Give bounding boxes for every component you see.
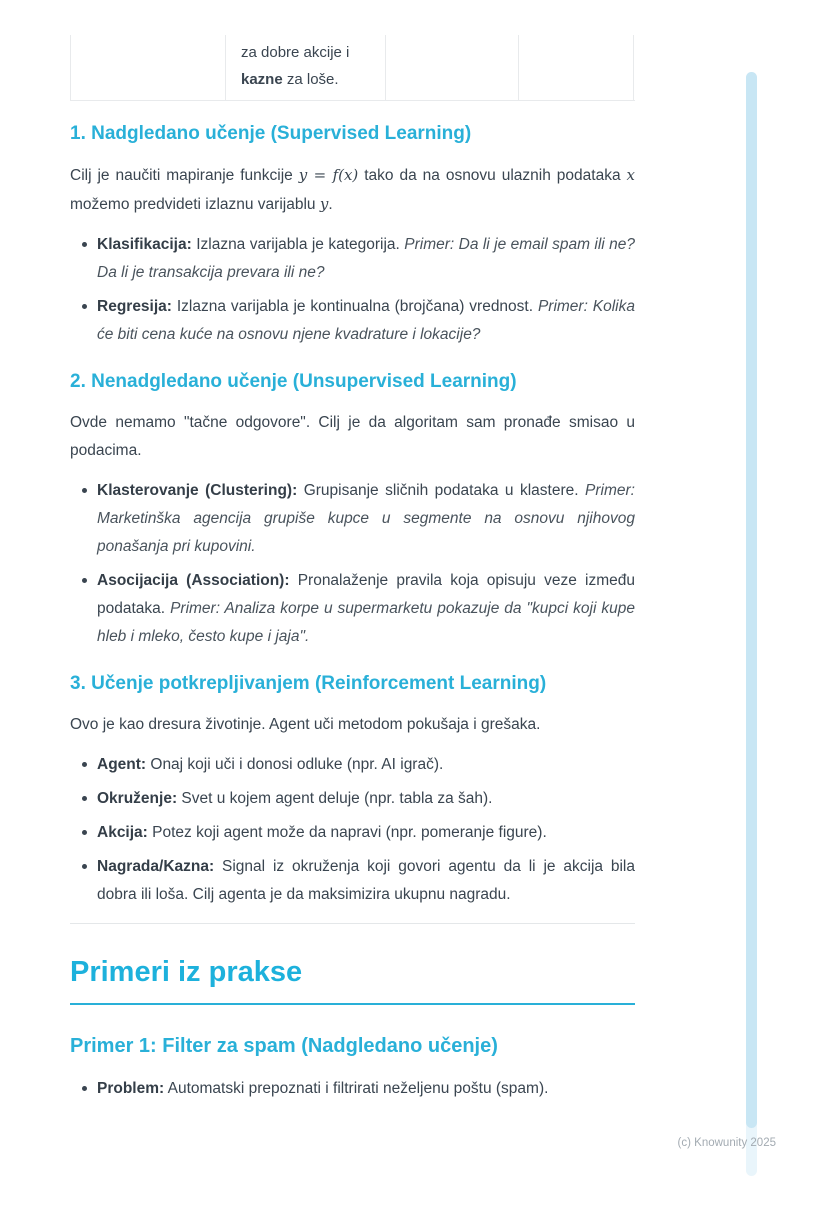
bullet-icon xyxy=(82,578,87,583)
list-item-text xyxy=(97,853,635,909)
term-label: Okruženje: xyxy=(97,790,178,807)
list-item-text xyxy=(97,1075,635,1103)
bullet-icon xyxy=(82,864,87,869)
text-run: Grupisanje sličnih podataka u klastere. xyxy=(297,482,586,499)
bullet-list xyxy=(70,231,635,349)
paragraph xyxy=(70,161,635,219)
bullet-list xyxy=(70,477,635,651)
text-run: Izlazna varijabla je kontinualna (brojčana) vrednost. xyxy=(171,298,538,315)
bullet-icon xyxy=(82,762,87,767)
page-title: Primeri iz prakse xyxy=(70,956,303,988)
text-run: Onaj koji uči i donosi odluke (npr. AI igrač). xyxy=(146,756,444,773)
term-label: Klasterovanje (Clustering): xyxy=(97,482,298,499)
list-item-text xyxy=(97,231,635,287)
example-heading: Primer 1: Filter za spam (Nadgledano učenje) xyxy=(70,1035,498,1057)
list-item-text xyxy=(97,293,635,349)
copyright-note: (c) Knowunity 2025 xyxy=(677,1137,776,1149)
list-item xyxy=(70,477,635,561)
math-expression: y = f(x) xyxy=(298,166,359,184)
text-run: . xyxy=(328,196,333,213)
table-cell-text: za dobre akcije i xyxy=(241,44,350,61)
text-run: Izlazna varijabla je kategorija. xyxy=(191,236,405,253)
list-item xyxy=(70,293,635,349)
bullet-icon xyxy=(82,242,87,247)
paragraph: Ovo je kao dresura životinje. Agent uči metodom pokušaja i grešaka. xyxy=(70,716,541,733)
term-label: Nagrada/Kazna: xyxy=(97,858,215,875)
example-text: Primer: Marketinška agencija grupiše kupce u segmente na osnovu njihovog ponašanja pri kupovini. xyxy=(97,482,635,555)
term-label: Akcija: xyxy=(97,824,148,841)
list-item-text xyxy=(97,819,635,847)
section-heading-unsupervised: 2. Nenadgledano učenje (Unsupervised Learning) xyxy=(70,371,517,392)
table-cell xyxy=(519,35,634,100)
list-item xyxy=(70,785,635,813)
bullet-icon xyxy=(82,304,87,309)
term-label: Asocijacija (Association): xyxy=(97,572,290,589)
document-page xyxy=(0,35,828,1103)
text-run: možemo predvideti izlaznu varijablu xyxy=(70,196,320,213)
scrollbar-thumb[interactable] xyxy=(746,72,757,1128)
section-divider xyxy=(70,923,635,924)
section-heading-reinforcement: 3. Učenje potkrepljivanjem (Reinforcement Learning) xyxy=(70,673,547,694)
table-fragment xyxy=(70,35,635,101)
example-text: Primer: Analiza korpe u supermarketu pokazuje da "kupci koji kupe hleb i mleko, često kupe i jaja". xyxy=(97,600,635,645)
list-item xyxy=(70,751,635,779)
table-cell-bold-text: kazne xyxy=(241,71,283,88)
math-expression: x xyxy=(626,166,635,184)
table-cell xyxy=(386,35,519,100)
list-item xyxy=(70,853,635,909)
text-run: Automatski prepoznati i filtrirati neželjenu poštu (spam). xyxy=(164,1080,549,1097)
text-run: Pronalaženje pravila koja opisuju veze između podataka. xyxy=(97,572,635,617)
text-run: tako da na osnovu ulaznih podataka xyxy=(358,167,627,184)
bullet-icon xyxy=(82,830,87,835)
table-cell xyxy=(71,35,226,100)
bullet-icon xyxy=(82,796,87,801)
term-label: Klasifikacija: xyxy=(97,236,192,253)
bullet-icon xyxy=(82,488,87,493)
section-heading-supervised: 1. Nadgledano učenje (Supervised Learning) xyxy=(70,123,472,144)
list-item-text xyxy=(97,477,635,561)
example-text: Primer: Da li je email spam ili ne? Da li je transakcija prevara ili ne? xyxy=(97,236,635,281)
table-cell xyxy=(226,35,386,100)
bullet-icon xyxy=(82,1086,87,1091)
paragraph: Ovde nemamo "tačne odgovore". Cilj je da algoritam sam pronađe smisao u podacima. xyxy=(70,414,635,459)
list-item xyxy=(70,819,635,847)
text-run: Potez koji agent može da napravi (npr. pomeranje figure). xyxy=(147,824,547,841)
text-run: Signal iz okruženja koji govori agentu da li je akcija bila dobra ili loša. Cilj agenta je da maksimizira ukupnu nagradu. xyxy=(97,858,635,903)
list-item xyxy=(70,1075,635,1103)
math-expression: y xyxy=(319,195,329,213)
list-item xyxy=(70,231,635,287)
title-underline xyxy=(70,1003,635,1005)
bullet-list xyxy=(70,1075,635,1103)
list-item-text xyxy=(97,751,635,779)
example-text: Primer: Kolika će biti cena kuće na osnovu njene kvadrature i lokacije? xyxy=(97,298,635,343)
text-run: Svet u kojem agent deluje (npr. tabla za šah). xyxy=(177,790,493,807)
term-label: Regresija: xyxy=(97,298,172,315)
term-label: Agent: xyxy=(97,756,147,773)
list-item-text xyxy=(97,785,635,813)
scrollbar-track[interactable] xyxy=(746,72,757,1176)
table-cell-text: za loše. xyxy=(282,71,339,88)
term-label: Problem: xyxy=(97,1080,165,1097)
list-item xyxy=(70,567,635,651)
text-run: Cilj je naučiti mapiranje funkcije xyxy=(70,167,299,184)
practice-section xyxy=(70,954,635,1103)
list-item-text xyxy=(97,567,635,651)
bullet-list xyxy=(70,751,635,909)
